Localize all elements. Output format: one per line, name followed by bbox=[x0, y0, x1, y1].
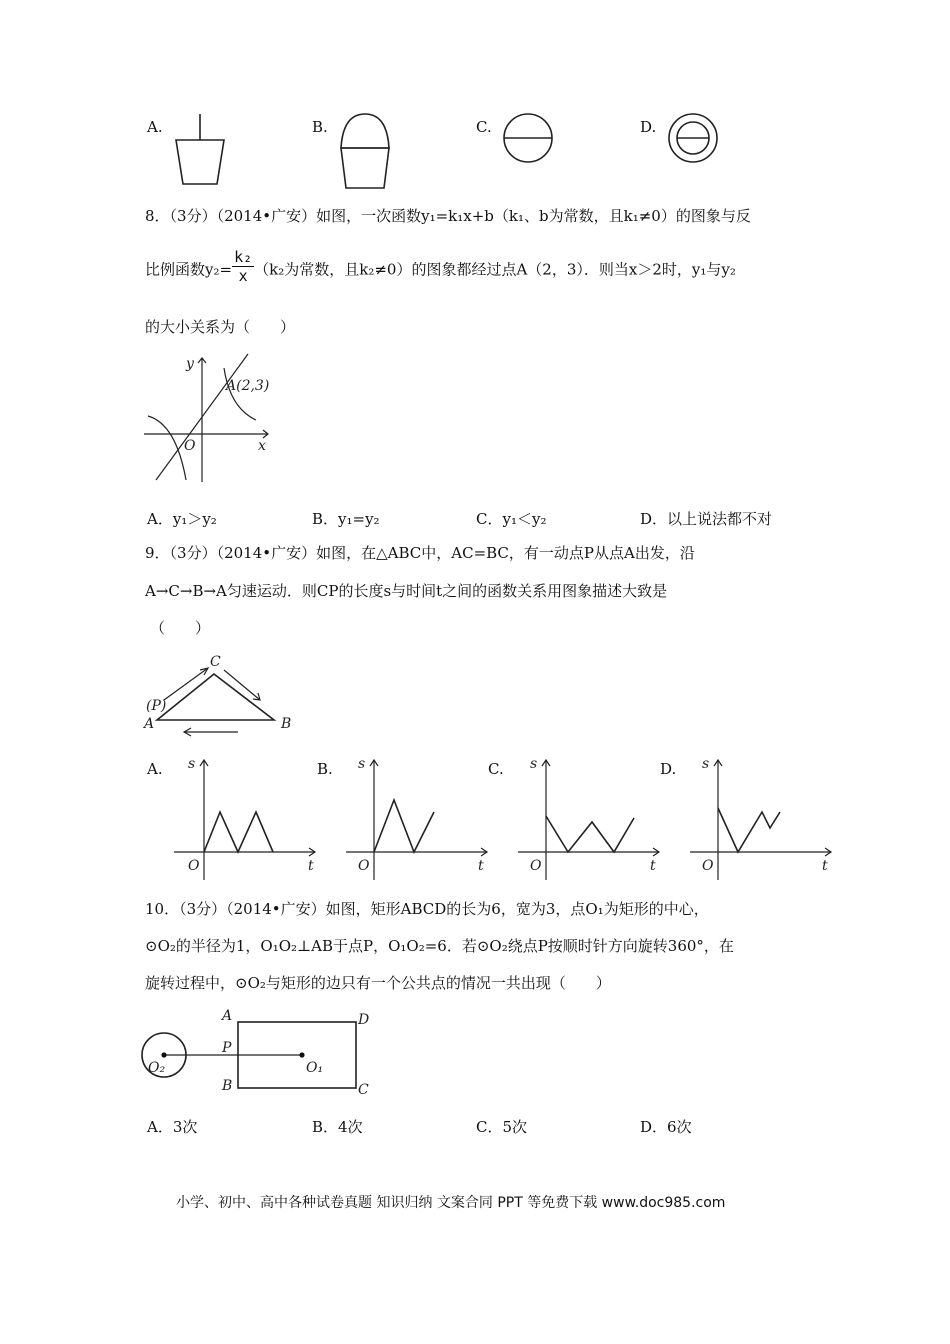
q9-graph-d bbox=[686, 752, 836, 877]
q9-label-p: (P) bbox=[146, 698, 167, 714]
q7-option-b-figure bbox=[335, 110, 395, 192]
q9-triangle-figure bbox=[140, 650, 300, 740]
q10-stem-line2: ⊙O₂的半径为1，O₁O₂⊥AB于点P，O₁O₂=6．若⊙O₂绕点P按顺时针方向旋转360°，在 bbox=[145, 937, 734, 955]
q9-stem-line2: A→C→B→A匀速运动．则CP的长度s与时间t之间的函数关系用图象描述大致是 bbox=[145, 582, 668, 600]
q9-graph-c bbox=[514, 752, 664, 877]
q10-label-b: B bbox=[222, 1078, 233, 1094]
q10-option-a: A．3次 bbox=[147, 1118, 198, 1136]
q8-hyperbola-upper bbox=[224, 368, 256, 420]
q8-stem-line3: 的大小关系为（ ） bbox=[145, 318, 296, 336]
q9-label-c: C bbox=[210, 654, 221, 670]
q8-stem-line1: 8．（3分）（2014•广安）如图，一次函数y₁=k₁x+b（k₁、b为常数，且k₁≠0）的图象与反 bbox=[145, 207, 751, 225]
q7-option-c-label: C. bbox=[476, 118, 492, 136]
q10-option-b: B．4次 bbox=[312, 1118, 363, 1136]
q7-option-a-figure bbox=[170, 112, 230, 192]
q10-stem-line3: 旋转过程中，⊙O₂与矩形的边只有一个公共点的情况一共出现（ ） bbox=[145, 974, 611, 992]
q10-label-a: A bbox=[222, 1008, 233, 1024]
q9-graph-a-curve bbox=[204, 812, 273, 852]
q8-option-b: B．y₁=y₂ bbox=[312, 510, 380, 528]
q9-option-b-label: B. bbox=[317, 760, 333, 778]
q8-graph bbox=[140, 350, 280, 490]
q8-fraction-denominator: x bbox=[238, 267, 248, 285]
q9-graph-c-curve bbox=[546, 816, 634, 852]
q10-label-o2: O₂ bbox=[148, 1060, 166, 1076]
q10-option-c: C．5次 bbox=[476, 1118, 528, 1136]
q8-label-o: O bbox=[184, 438, 196, 454]
q8-label-x: x bbox=[258, 438, 266, 454]
q8-label-a: A(2,3) bbox=[226, 378, 270, 394]
q9-graph-d-o-label: O bbox=[702, 858, 714, 874]
q9-stem-line1: 9．（3分）（2014•广安）如图，在△ABC中，AC=BC，有一动点P从点A出发，沿 bbox=[145, 544, 695, 562]
q9-graph-b-t-label: t bbox=[478, 858, 484, 874]
q8-label-y: y bbox=[186, 356, 194, 372]
q9-option-a-label: A. bbox=[147, 760, 163, 778]
q9-option-d-label: D. bbox=[660, 760, 677, 778]
q7-option-d-label: D. bbox=[640, 118, 657, 136]
q9-stem-line3: （ ） bbox=[150, 619, 211, 637]
q9-graph-c-t-label: t bbox=[650, 858, 656, 874]
page-footer: 小学、初中、高中各种试卷真题 知识归纳 文案合同 PPT 等免费下载 www.doc985.com bbox=[176, 1195, 726, 1211]
q10-label-d: D bbox=[358, 1012, 370, 1028]
q9-graph-d-curve bbox=[718, 808, 780, 852]
q9-graph-b-o-label: O bbox=[358, 858, 370, 874]
q8-stem-line2 bbox=[145, 248, 736, 289]
q9-graph-a-t-label: t bbox=[308, 858, 314, 874]
q9-graph-c-s-label: s bbox=[530, 756, 538, 772]
q8-fraction bbox=[232, 248, 254, 285]
q9-label-b: B bbox=[281, 716, 292, 732]
q9-graph-b-s-label: s bbox=[358, 756, 366, 772]
q10-option-d: D．6次 bbox=[640, 1118, 692, 1136]
q10-label-p: P bbox=[222, 1040, 232, 1056]
q9-graph-d-s-label: s bbox=[702, 756, 710, 772]
q9-graph-a bbox=[170, 752, 320, 877]
q9-graph-c-o-label: O bbox=[530, 858, 542, 874]
q10-label-o1: O₁ bbox=[306, 1060, 324, 1076]
q9-label-a: A bbox=[144, 716, 155, 732]
q7-option-a-label: A. bbox=[147, 118, 163, 136]
q8-stem-line2-post: （k₂为常数，且k₂≠0）的图象都经过点A（2，3）．则当x＞2时，y₁与y₂ bbox=[254, 260, 736, 279]
q8-option-c: C．y₁＜y₂ bbox=[476, 510, 547, 528]
q10-figure bbox=[138, 1006, 378, 1106]
q8-fraction-numerator: k₂ bbox=[234, 248, 253, 266]
q9-graph-a-s-label: s bbox=[188, 756, 196, 772]
q10-stem-line1: 10．（3分）（2014•广安）如图，矩形ABCD的长为6，宽为3，点O₁为矩形的中心， bbox=[145, 900, 709, 918]
q9-graph-d-t-label: t bbox=[822, 858, 828, 874]
q8-stem-line2-pre: 比例函数y₂= bbox=[145, 260, 233, 279]
q8-option-d: D．以上说法都不对 bbox=[640, 510, 773, 528]
q7-option-d-figure bbox=[667, 112, 719, 164]
q9-graph-b-curve bbox=[374, 800, 434, 852]
q9-graph-a-o-label: O bbox=[188, 858, 200, 874]
q8-option-a: A．y₁＞y₂ bbox=[147, 510, 217, 528]
q7-option-b-label: B. bbox=[312, 118, 328, 136]
q7-option-c-figure bbox=[502, 112, 554, 164]
q8-hyperbola-lower bbox=[148, 416, 186, 480]
q9-graph-b bbox=[342, 752, 492, 877]
q9-option-c-label: C. bbox=[488, 760, 504, 778]
q10-label-c: C bbox=[358, 1082, 369, 1098]
